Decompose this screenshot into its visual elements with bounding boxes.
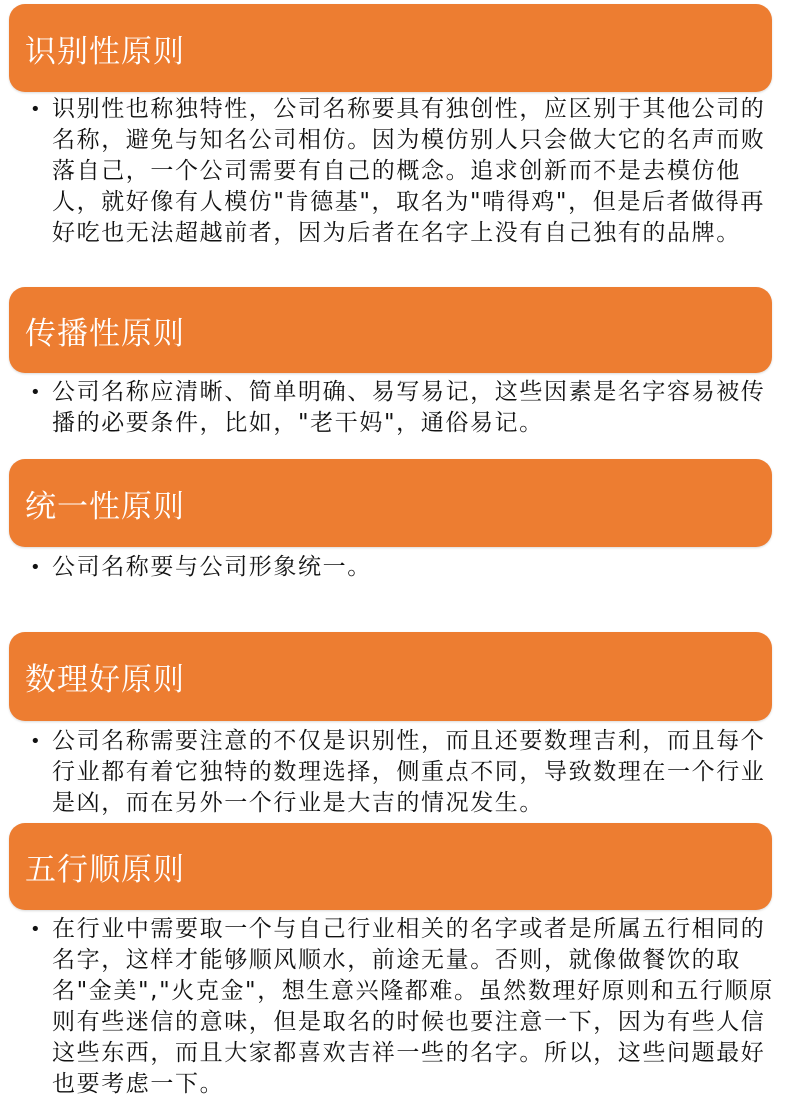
bullet-icon: • bbox=[30, 557, 43, 578]
section-title: 识别性原则 bbox=[25, 33, 185, 70]
section-header-numerology bbox=[9, 632, 772, 721]
section-body-five-elements bbox=[30, 914, 775, 1100]
bullet-icon: • bbox=[30, 99, 43, 120]
section-text: 公司名称应清晰、简单明确、易写易记，这些因素是名字容易被传播的必要条件，比如，"老干妈"，通俗易记。 bbox=[52, 379, 766, 436]
section-header-consistency bbox=[9, 459, 772, 547]
section-body-spreadability bbox=[30, 377, 775, 439]
section-text: 在行业中需要取一个与自己行业相关的名字或者是所属五行相同的名字，这样才能够顺风顺水，前途无量。否则，就像做餐饮的取名"金美","火克金"，想生意兴隆都难。虽然数理好原则和五行顺原则有些迷信的意味，但是取名的时候也要注意一下，因为有些人信这些东西，而且大家都喜欢吉祥一些的名字。所以，这些问题最好也要考虑一下。 bbox=[52, 916, 774, 1097]
section-body-consistency bbox=[30, 552, 775, 583]
section-header-five-elements bbox=[9, 823, 772, 910]
section-title: 数理好原则 bbox=[25, 662, 185, 698]
bullet-icon: • bbox=[30, 382, 43, 403]
bullet-icon: • bbox=[30, 731, 43, 752]
section-header-distinctiveness bbox=[9, 4, 772, 92]
section-title: 传播性原则 bbox=[25, 315, 185, 352]
section-header-spreadability bbox=[9, 287, 772, 373]
bullet-icon: • bbox=[30, 919, 43, 940]
section-text: 公司名称要与公司形象统一。 bbox=[52, 554, 372, 580]
section-title: 统一性原则 bbox=[25, 488, 185, 525]
section-body-distinctiveness bbox=[30, 94, 775, 249]
section-title: 五行顺原则 bbox=[25, 852, 185, 888]
section-text: 识别性也称独特性，公司名称要具有独创性，应区别于其他公司的名称，避免与知名公司相仿。因为模仿别人只会做大它的名声而败落自己，一个公司需要有自己的概念。追求创新而不是去模仿他人，就好像有人模仿"肯德基"，取名为"啃得鸡"，但是后者做得再好吃也无法超越前者，因为后者在名字上没有自己独有的品牌。 bbox=[52, 96, 766, 246]
section-text: 公司名称需要注意的不仅是识别性，而且还要数理吉利，而且每个行业都有着它独特的数理选择，侧重点不同，导致数理在一个行业是凶，而在另外一个行业是大吉的情况发生。 bbox=[52, 728, 766, 816]
section-body-numerology bbox=[30, 726, 775, 819]
